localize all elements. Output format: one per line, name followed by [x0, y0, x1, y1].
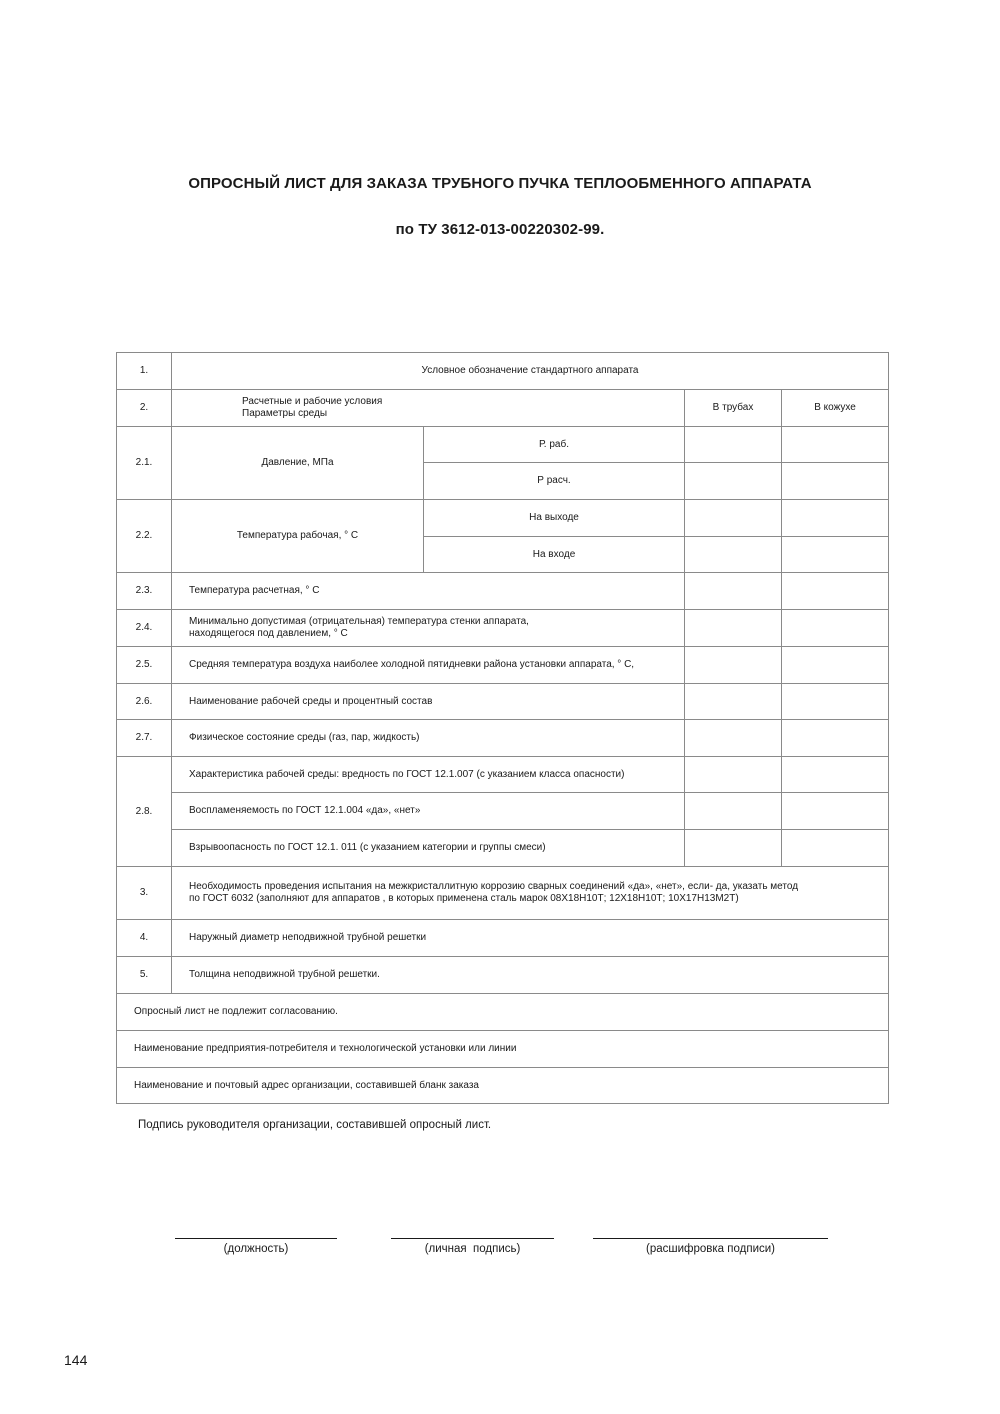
row-label — [172, 610, 685, 647]
input-cell-tubes[interactable] — [685, 463, 782, 500]
row-number: 2.3. — [117, 573, 172, 610]
row-number: 5. — [117, 957, 172, 994]
input-cell-tubes[interactable] — [685, 757, 782, 793]
questionnaire-table — [116, 352, 889, 1104]
row-label: Температура рабочая, ° С — [172, 500, 424, 573]
row-label: Условное обозначение стандартного аппарата — [172, 353, 889, 390]
input-cell-tubes[interactable] — [685, 830, 782, 867]
row-label — [172, 390, 685, 427]
signature-caption: Подпись руководителя организации, составившей опросный лист. — [138, 1119, 492, 1131]
row-number: 2.6. — [117, 684, 172, 720]
table-row — [117, 920, 889, 957]
row-label-line: Необходимость проведения испытания на межкристаллитную коррозию сварных соединений «да», «нет», если- да, указать метод — [189, 881, 799, 892]
input-cell-shell[interactable] — [782, 720, 889, 757]
row-label: Наружный диаметр неподвижной трубной решетки — [172, 920, 889, 957]
table-row — [117, 1031, 889, 1068]
row-number: 2.4. — [117, 610, 172, 647]
input-cell-shell[interactable] — [782, 793, 889, 830]
row-label: Средняя температура воздуха наиболее холодной пятидневки района установки аппарата, ° С, — [172, 647, 685, 684]
table-row — [117, 793, 889, 830]
table-row — [117, 610, 889, 647]
column-header-tubes: В трубах — [685, 390, 782, 427]
table-row — [117, 390, 889, 427]
decode-label: (расшифровка подписи) — [646, 1243, 775, 1255]
page-title: ОПРОСНЫЙ ЛИСТ ДЛЯ ЗАКАЗА ТРУБНОГО ПУЧКА ТЕПЛООБМЕННОГО АППАРАТА — [188, 175, 812, 192]
input-cell-tubes[interactable] — [685, 720, 782, 757]
personal-signature-line[interactable] — [391, 1238, 554, 1239]
input-cell-shell[interactable] — [782, 610, 889, 647]
row-number: 2. — [117, 390, 172, 427]
table-row — [117, 830, 889, 867]
row-label: Физическое состояние среды (газ, пар, жидкость) — [172, 720, 685, 757]
input-cell-shell[interactable] — [782, 830, 889, 867]
page-subtitle: по ТУ 3612-013-00220302-99. — [395, 221, 605, 238]
input-cell-tubes[interactable] — [685, 610, 782, 647]
row-number: 4. — [117, 920, 172, 957]
sub-label: На выходе — [424, 500, 685, 537]
input-cell-shell[interactable] — [782, 463, 889, 500]
input-cell-shell[interactable] — [782, 573, 889, 610]
row-label: Взрывоопасность по ГОСТ 12.1. 011 (с указанием категории и группы смеси) — [172, 830, 685, 867]
table-row — [117, 353, 889, 390]
input-cell-shell[interactable] — [782, 500, 889, 537]
input-cell-tubes[interactable] — [685, 793, 782, 830]
row-label: Характеристика рабочей среды: вредность по ГОСТ 12.1.007 (с указанием класса опасности) — [172, 757, 685, 793]
table-row — [117, 757, 889, 793]
row-label-line: Расчетные и рабочие условия — [242, 396, 383, 407]
row-label-line: Параметры среды — [242, 408, 328, 419]
table-row — [117, 647, 889, 684]
row-number: 1. — [117, 353, 172, 390]
input-cell-shell[interactable] — [782, 427, 889, 463]
sub-label: На входе — [424, 537, 685, 573]
table-row — [117, 427, 889, 463]
row-label-line: находящегося под давлением, ° С — [189, 628, 348, 639]
row-number: 3. — [117, 867, 172, 920]
position-signature-line[interactable] — [175, 1238, 337, 1239]
signature-label: (личная подпись) — [424, 1243, 521, 1255]
table-row — [117, 500, 889, 537]
table-row — [117, 684, 889, 720]
note-row: Наименование предприятия-потребителя и технологической установки или линии — [117, 1031, 889, 1068]
row-number: 2.7. — [117, 720, 172, 757]
input-cell-tubes[interactable] — [685, 500, 782, 537]
input-cell-tubes[interactable] — [685, 684, 782, 720]
input-cell-tubes[interactable] — [685, 573, 782, 610]
note-row: Наименование и почтовый адрес организации, составившей бланк заказа — [117, 1068, 889, 1104]
table-row — [117, 720, 889, 757]
table-row — [117, 1068, 889, 1104]
note-row: Опросный лист не подлежит согласованию. — [117, 994, 889, 1031]
input-cell-shell[interactable] — [782, 537, 889, 573]
row-number: 2.2. — [117, 500, 172, 573]
input-cell-tubes[interactable] — [685, 427, 782, 463]
table-row — [117, 867, 889, 920]
row-label-line: по ГОСТ 6032 (заполняют для аппаратов , в которых применена сталь марок 08Х18Н10Т; 12Х18Н10Т; 10Х17Н13М2Т) — [189, 893, 739, 904]
table-row — [117, 994, 889, 1031]
row-label: Толщина неподвижной трубной решетки. — [172, 957, 889, 994]
sub-label: Р расч. — [424, 463, 685, 500]
page-number: 144 — [64, 1352, 88, 1368]
row-label-line: Минимально допустимая (отрицательная) температура стенки аппарата, — [189, 616, 529, 627]
row-label: Давление, МПа — [172, 427, 424, 500]
row-label: Температура расчетная, ° С — [172, 573, 685, 610]
row-label: Воспламеняемость по ГОСТ 12.1.004 «да», «нет» — [172, 793, 685, 830]
sub-label: Р. раб. — [424, 427, 685, 463]
input-cell-tubes[interactable] — [685, 537, 782, 573]
row-label: Наименование рабочей среды и процентный состав — [172, 684, 685, 720]
row-number: 2.8. — [117, 757, 172, 867]
input-cell-tubes[interactable] — [685, 647, 782, 684]
row-label — [172, 867, 889, 920]
input-cell-shell[interactable] — [782, 684, 889, 720]
position-label: (должность) — [223, 1243, 289, 1255]
decode-signature-line[interactable] — [593, 1238, 828, 1239]
row-number: 2.5. — [117, 647, 172, 684]
row-number: 2.1. — [117, 427, 172, 500]
table-row — [117, 957, 889, 994]
table-row — [117, 573, 889, 610]
column-header-shell: В кожухе — [782, 390, 889, 427]
input-cell-shell[interactable] — [782, 757, 889, 793]
input-cell-shell[interactable] — [782, 647, 889, 684]
